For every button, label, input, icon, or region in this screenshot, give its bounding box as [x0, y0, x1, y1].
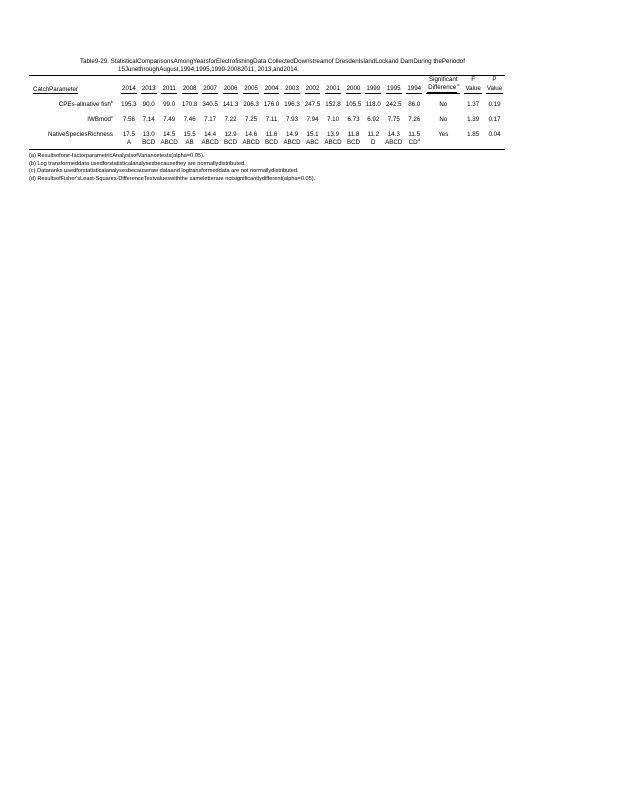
header-year: 2001 — [326, 85, 340, 92]
header-year: 2006 — [223, 85, 238, 92]
group-cell: ABCD — [383, 139, 404, 150]
table-cell: 340.5 — [202, 101, 218, 108]
header-year: 1999 — [366, 85, 381, 92]
table-cell: 242.5 — [386, 101, 402, 108]
header-p-value: Value — [486, 85, 503, 92]
table-row-richness — [29, 131, 505, 139]
table-cell: 14.9 — [286, 131, 299, 138]
table-cell: 7.75 — [387, 116, 400, 123]
table-cell: 6.92 — [367, 116, 380, 123]
header-year: 2000 — [346, 85, 361, 92]
table-cell: 14.4 — [204, 131, 217, 138]
table-cell: 196.3 — [284, 101, 300, 108]
table-cell: 176.0 — [263, 101, 280, 108]
header-year: 2002 — [305, 85, 320, 92]
table-cell: 7.25 — [245, 116, 258, 123]
group-cell: ABCD — [240, 139, 261, 150]
header-p-top: P — [484, 76, 505, 85]
table-cell: 15.5 — [183, 131, 196, 138]
group-cell: BCD — [221, 139, 241, 150]
table-row-richness-groups — [29, 139, 505, 150]
row-label-blank — [29, 139, 119, 150]
blank-cell — [484, 139, 505, 150]
row-label: NativeSpeciesRichness — [48, 131, 113, 138]
table-cell: 11.8 — [347, 131, 360, 138]
p-value-cell: 0.04 — [488, 131, 501, 138]
table-cell: 141.3 — [222, 101, 239, 108]
table-row-iwbmod — [29, 116, 505, 124]
group-cell: AB — [180, 139, 200, 150]
table-cell: 7.14 — [142, 116, 155, 123]
group-cell: BCD — [344, 139, 364, 150]
header-year: 2008 — [182, 85, 197, 92]
table-cell: 7.46 — [183, 116, 196, 123]
table-cell: 12.9 — [224, 131, 237, 138]
table-cell: 7.17 — [204, 116, 217, 123]
table-title — [80, 58, 550, 74]
table-cell: 11.6 — [265, 131, 278, 138]
title-line-1: Table9-29. StatisticalComparisonsAmongYearsforElectrofishingData CollectedDownstreamof DresdenIslandLockand DamDuring thePeriodof — [80, 58, 465, 65]
table-cell: 99.0 — [163, 101, 176, 108]
table-cell: 7.49 — [163, 116, 176, 123]
header-year: 2013 — [141, 85, 156, 92]
group-cell: D — [363, 139, 383, 150]
table-cell: 13.0 — [142, 131, 155, 138]
table-cell: 247.5 — [304, 101, 321, 108]
table-cell: 14.3 — [387, 131, 400, 138]
f-value-cell: 1.85 — [467, 131, 480, 138]
table-cell: 152.8 — [325, 101, 341, 108]
header-param-blank — [29, 76, 119, 85]
row-label: CPEs-allnative fish$^b$ — [58, 98, 113, 108]
table-cell: 7.94 — [306, 116, 319, 123]
group-cell: ABCD — [159, 139, 180, 150]
header-f-top: F — [462, 76, 483, 85]
f-value-cell: 1.39 — [467, 116, 480, 123]
header-year: 1995 — [386, 85, 401, 92]
header-year: 2003 — [285, 85, 299, 92]
p-value-cell: 0.19 — [488, 101, 501, 108]
group-cell: $CD^d$ — [404, 139, 424, 150]
significant-cell: No — [439, 101, 448, 108]
header-row-1 — [29, 76, 505, 85]
table-cell: 11.2 — [367, 131, 380, 138]
footnote-c: (c) Dataranks usedforstatisticalanalysesbecauseraw dataand logtransformeddata are not normallydistributed. — [29, 168, 299, 175]
table-cell: 90.0 — [142, 101, 155, 108]
table-cell: 7.93 — [286, 116, 299, 123]
table-cell: 118.0 — [365, 101, 381, 108]
row-label: IWBmod$^c$ — [87, 113, 113, 123]
header-year: 2004 — [264, 85, 279, 92]
blank-cell — [424, 139, 462, 150]
group-cell: A — [119, 139, 139, 150]
header-year: 2007 — [203, 85, 217, 92]
header-significant: Significant — [424, 76, 462, 85]
table-cell: 7.22 — [224, 116, 237, 123]
footnote-d: (d) ResultsofFisher'sLeast-Squares-DifferenceTestvalueswiththe sameletterare notsignificantlydifferent(alpha=0.05). — [29, 175, 316, 182]
table-cell: 14.5 — [163, 131, 176, 138]
header-year: 2011 — [162, 85, 176, 92]
table-cell: 7.10 — [326, 116, 340, 123]
significant-cell: Yes — [438, 131, 449, 138]
footnote-b: (b) Log transformeddata usedforstatisticalanalysesbecausethey are normallydistributed. — [29, 160, 246, 167]
header-year: 1994 — [407, 85, 422, 92]
group-cell: ABCD — [322, 139, 343, 150]
f-value-cell: 1.37 — [467, 101, 480, 108]
table-row-cpe — [29, 101, 505, 109]
statistics-table — [29, 75, 505, 150]
table-cell: 14.6 — [245, 131, 258, 138]
significant-cell: No — [439, 116, 448, 123]
table-cell: 195.3 — [121, 101, 137, 108]
table-cell: 11.5 — [408, 131, 421, 138]
table-cell: 7.26 — [408, 116, 421, 123]
table-cell: 170.8 — [181, 101, 198, 108]
group-cell: ABC — [303, 139, 323, 150]
table-cell: 13.9 — [326, 131, 340, 138]
p-value-cell: 0.17 — [488, 116, 501, 123]
group-cell: BCD — [139, 139, 159, 150]
header-row-2 — [29, 84, 505, 94]
group-cell: BCD — [262, 139, 282, 150]
table-cell: 17.5 — [122, 131, 135, 138]
header-catch-parameter: CatchParameter — [33, 86, 79, 93]
table-cell: 6.73 — [347, 116, 360, 123]
header-year: 2014 — [122, 85, 136, 92]
header-year-blank — [119, 76, 424, 85]
table-cell: 206.3 — [243, 101, 259, 108]
blank-cell — [462, 139, 483, 150]
header-difference: Difference$^d$ — [424, 84, 462, 94]
footnote-a: (a) Resultsofone-factorparametricAnalysisofVariancetests(alpha=0.05). — [29, 153, 205, 159]
table-cell: 86.0 — [408, 101, 421, 108]
title-line-2: 15JunethroughAugust,1994,1995,1999-20082011, 2013,and2014. — [118, 66, 299, 73]
table-cell: 7.56 — [122, 116, 135, 123]
header-f-value: Value — [465, 85, 481, 92]
table-cell: 15.1 — [306, 131, 319, 138]
group-cell: ABCD — [281, 139, 302, 150]
table-cell: 7.11 — [265, 116, 278, 123]
group-cell: ABCD — [200, 139, 221, 150]
header-year: 2005 — [244, 85, 258, 92]
footnotes — [29, 153, 315, 183]
table-cell: 105.5 — [345, 101, 362, 108]
